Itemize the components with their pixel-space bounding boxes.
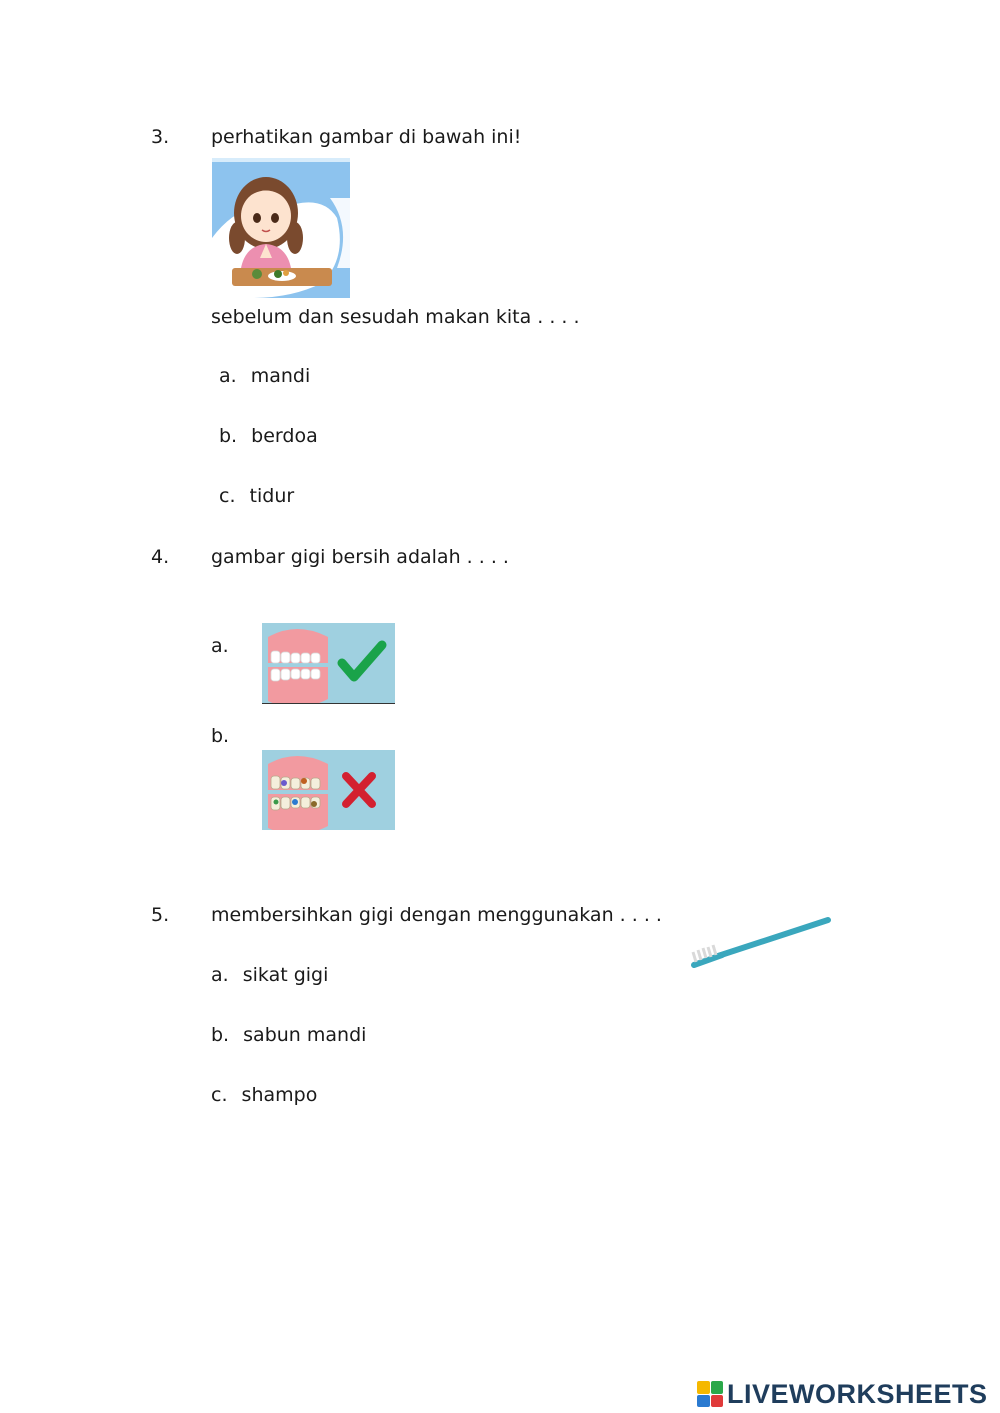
liveworksheets-logo-icon: [697, 1381, 723, 1407]
option-letter: b.: [211, 1024, 230, 1046]
q4-option-b-letter: b.: [211, 725, 230, 747]
q3-option-b[interactable]: [219, 424, 318, 448]
option-letter: a.: [219, 365, 237, 387]
q3-option-a[interactable]: [219, 364, 310, 388]
option-letter: c.: [219, 485, 236, 507]
q4-number: 4.: [151, 546, 170, 568]
q3-number: 3.: [151, 126, 170, 148]
q3-prompt: perhatikan gambar di bawah ini!: [211, 126, 522, 148]
option-text: tidur: [249, 485, 295, 507]
girl-praying-before-meal-illustration: [212, 158, 350, 298]
option-letter: b.: [219, 425, 238, 447]
option-text: sabun mandi: [243, 1024, 367, 1046]
option-letter: c.: [211, 1084, 228, 1106]
q5-question: membersihkan gigi dengan menggunakan . . . .: [211, 904, 662, 926]
clean-teeth-check-icon[interactable]: [262, 623, 395, 704]
liveworksheets-brand[interactable]: [697, 1380, 988, 1408]
option-letter: a.: [211, 964, 229, 986]
q5-option-a[interactable]: [211, 963, 328, 987]
brand-name: LIVEWORKSHEETS: [727, 1379, 988, 1409]
q4-option-a-letter: a.: [211, 635, 229, 657]
q4-question: gambar gigi bersih adalah . . . .: [211, 546, 509, 568]
option-text: mandi: [250, 365, 311, 387]
dirty-teeth-cross-icon[interactable]: [262, 750, 395, 830]
option-text: sikat gigi: [242, 964, 329, 986]
option-text: berdoa: [251, 425, 318, 447]
toothbrush-icon: [688, 912, 833, 974]
q3-option-c[interactable]: [219, 484, 294, 508]
q5-option-b[interactable]: [211, 1023, 366, 1047]
option-text: shampo: [241, 1084, 318, 1106]
q3-question: sebelum dan sesudah makan kita . . . .: [211, 306, 580, 328]
q5-number: 5.: [151, 904, 170, 926]
q5-option-c[interactable]: [211, 1083, 317, 1107]
